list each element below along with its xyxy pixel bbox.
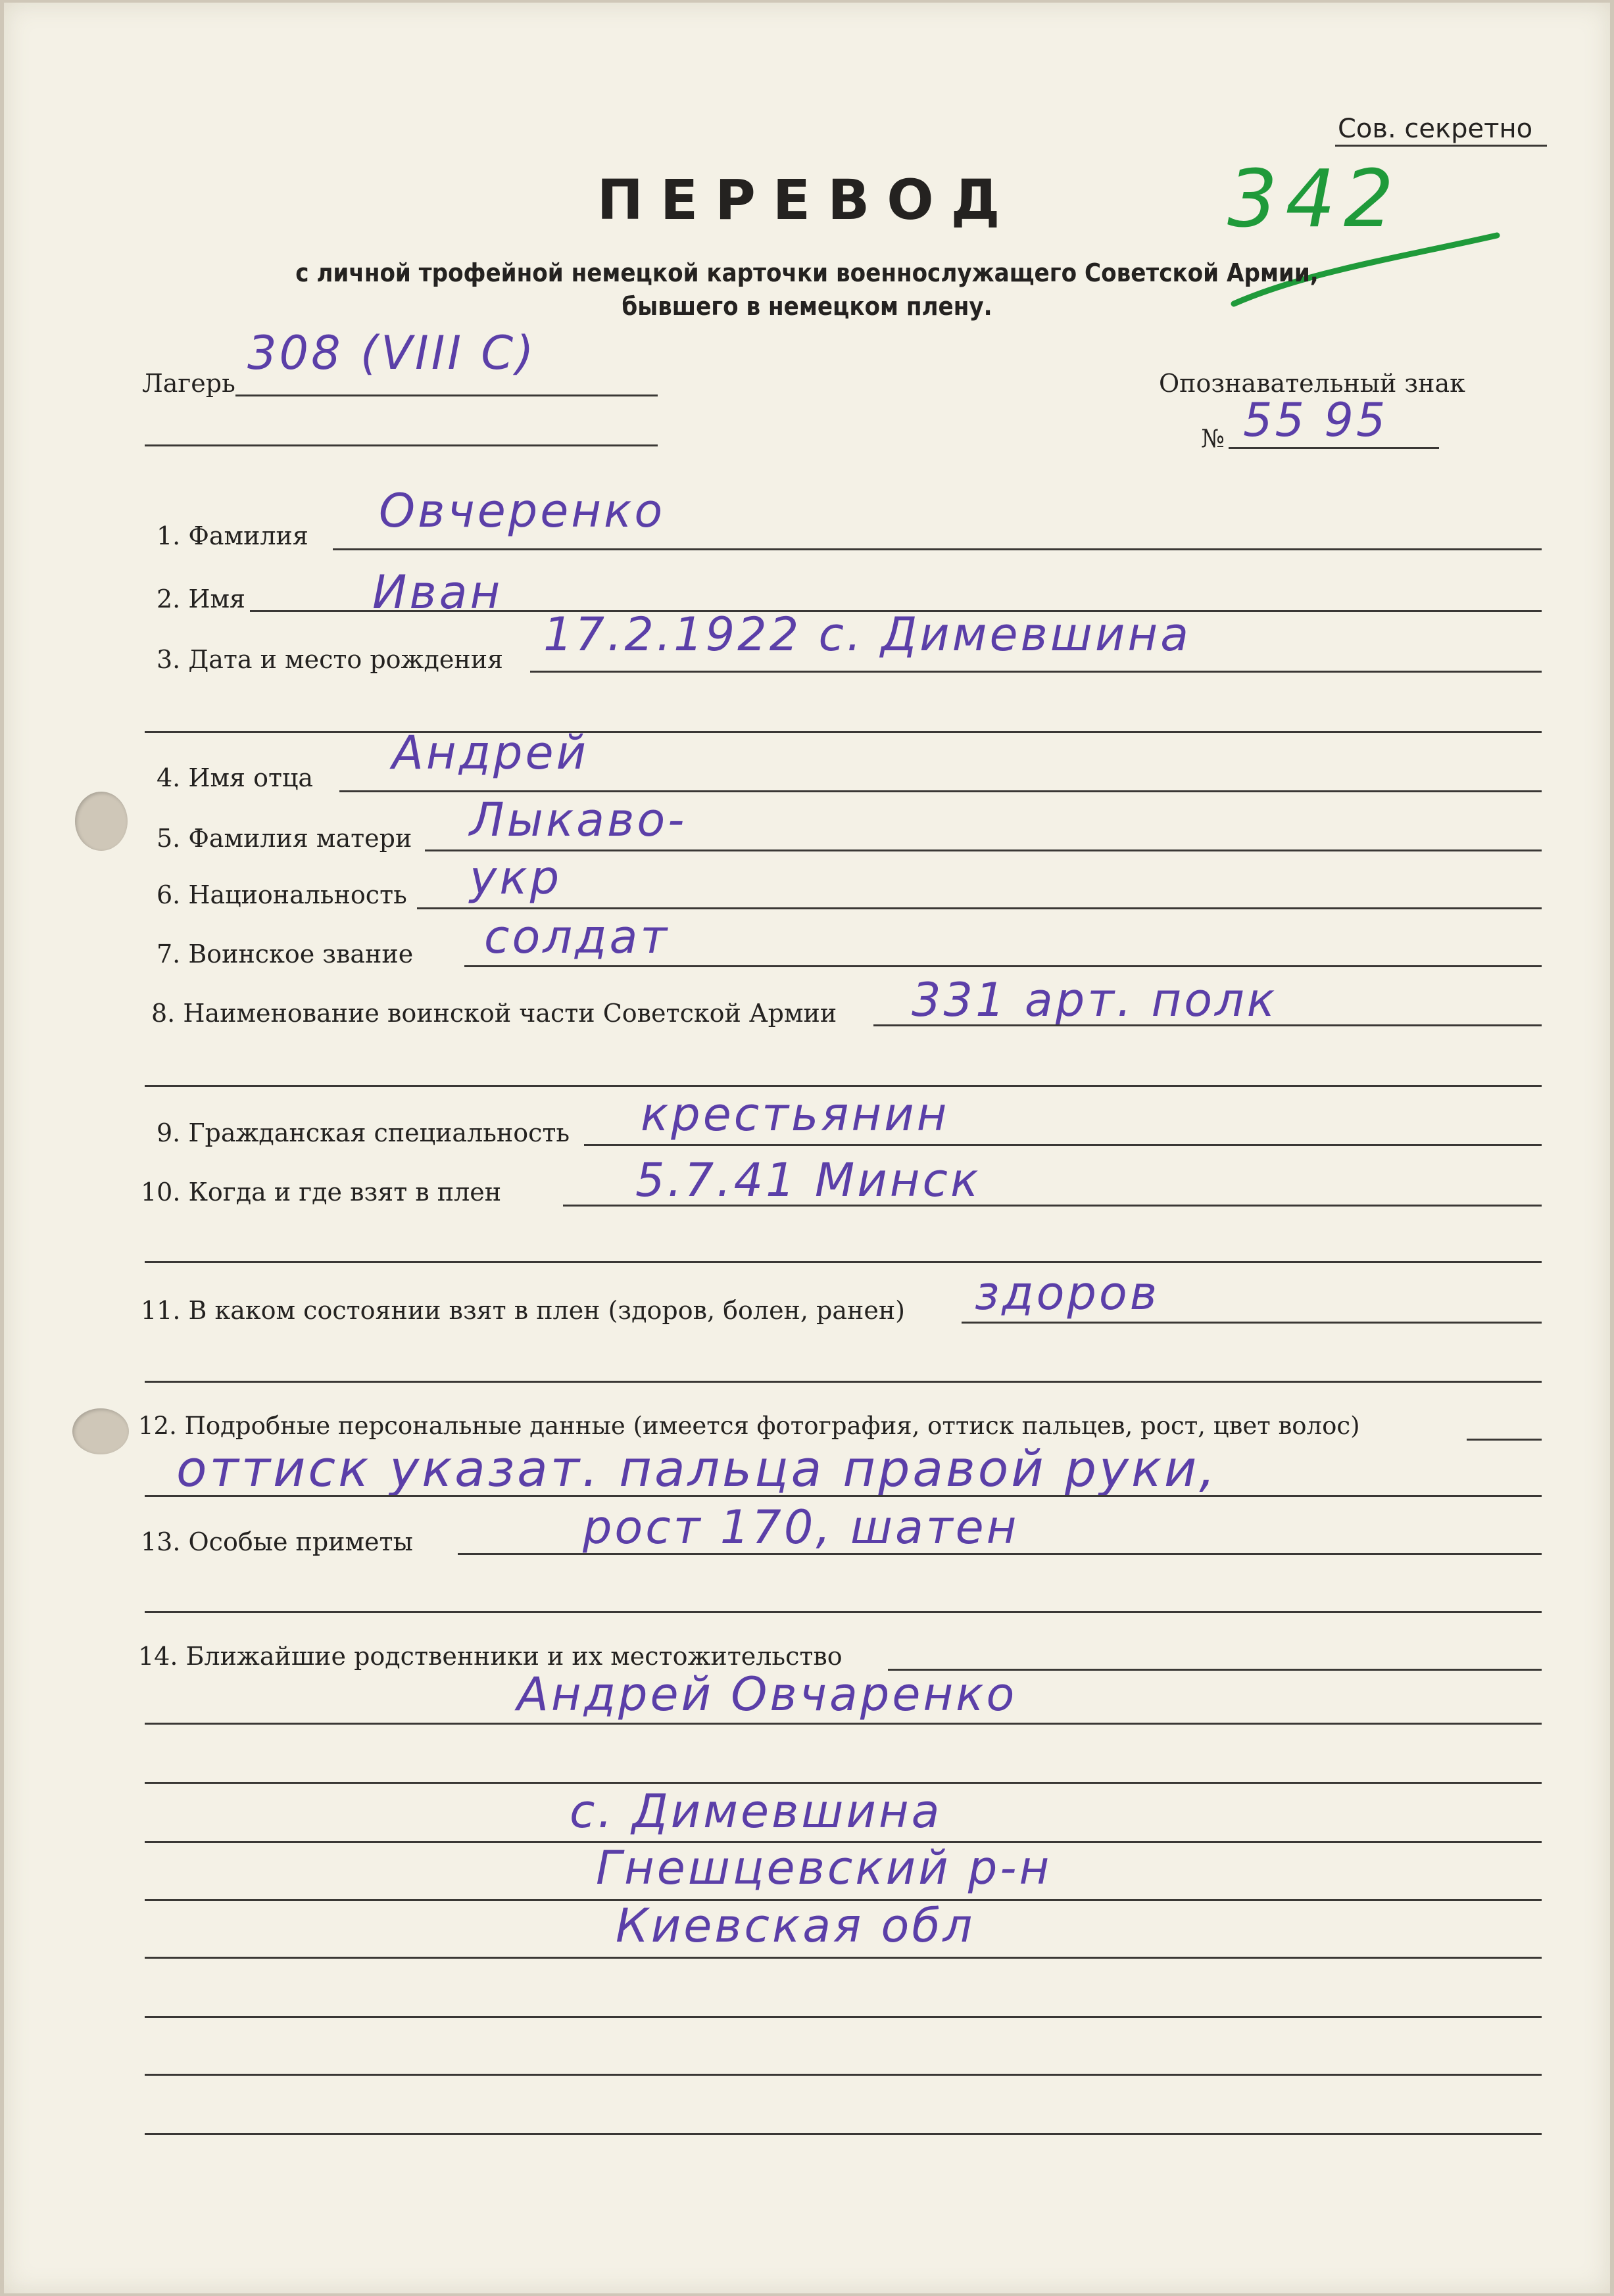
field-unit-line bbox=[873, 1024, 1542, 1026]
id-tag-label: Опознавательный знак bbox=[1159, 369, 1465, 398]
relatives-line-h bbox=[145, 2133, 1542, 2135]
relatives-line-g bbox=[145, 2074, 1542, 2076]
field-nationality-line bbox=[417, 907, 1542, 909]
field-condition-line-2 bbox=[145, 1381, 1542, 1383]
field-relatives-line-1: Андрей Овчаренко bbox=[517, 1667, 1017, 1721]
id-tag-number-sign: № bbox=[1201, 424, 1225, 453]
field-marks-line bbox=[458, 1553, 1542, 1555]
field-condition-value: здоров bbox=[975, 1266, 1160, 1320]
subtitle-line-1: с личной трофейной немецкой карточки военнослужащего Советской Армии, bbox=[295, 258, 1319, 287]
field-father-label: 4. Имя отца bbox=[157, 763, 314, 792]
field-father-value: Андрей bbox=[392, 726, 589, 780]
field-captured-line bbox=[563, 1205, 1542, 1207]
field-captured-value: 5.7.41 Минск bbox=[635, 1153, 981, 1207]
page-title: ПЕРЕВОД bbox=[597, 168, 1017, 232]
field-unit-line-2 bbox=[145, 1085, 1542, 1087]
field-condition-label: 11. В каком состоянии взят в плен (здоров, болен, ранен) bbox=[141, 1296, 905, 1325]
field-first-name-label: 2. Имя bbox=[157, 585, 246, 613]
field-mother-line bbox=[425, 849, 1542, 851]
field-surname-line bbox=[333, 548, 1542, 550]
punch-hole-top bbox=[75, 792, 128, 851]
field-profession-value: крестьянин bbox=[641, 1088, 950, 1141]
field-personal-line-2 bbox=[145, 1495, 1542, 1497]
field-relatives-line-4: Киевская обл bbox=[616, 1899, 975, 1953]
field-marks-value: рост 170, шатен bbox=[583, 1500, 1019, 1554]
field-marks-line-2 bbox=[145, 1611, 1542, 1613]
field-rank-value: солдат bbox=[484, 910, 670, 964]
field-personal-line bbox=[1467, 1439, 1542, 1441]
field-birth-line bbox=[530, 671, 1542, 673]
id-tag-value: 55 95 bbox=[1243, 393, 1388, 447]
field-mother-label: 5. Фамилия матери bbox=[157, 824, 412, 853]
field-captured-label: 10. Когда и где взят в плен bbox=[141, 1178, 502, 1207]
classification-stamp: Сов. секретно bbox=[1338, 114, 1533, 144]
archive-number: 342 bbox=[1227, 154, 1402, 245]
field-relatives-label: 14. Ближайшие родственники и их местожительство bbox=[138, 1642, 843, 1671]
relatives-line-f bbox=[145, 2016, 1542, 2018]
punch-hole-bottom bbox=[72, 1408, 129, 1454]
classification-underline bbox=[1335, 145, 1547, 147]
id-tag-line bbox=[1229, 447, 1439, 449]
subtitle-line-2: бывшего в немецком плену. bbox=[622, 292, 992, 321]
field-father-line bbox=[339, 790, 1542, 792]
field-personal-value: оттиск указат. пальца правой руки, bbox=[176, 1439, 1218, 1498]
field-condition-line bbox=[962, 1322, 1542, 1324]
camp-value: 308 (VIII C) bbox=[247, 326, 537, 380]
camp-line-2 bbox=[145, 444, 658, 446]
field-mother-value: Лыкаво- bbox=[470, 793, 687, 847]
relatives-line-b bbox=[145, 1782, 1542, 1784]
field-relatives-line-3: Гнешцевский р-н bbox=[596, 1841, 1052, 1895]
field-marks-label: 13. Особые приметы bbox=[141, 1527, 413, 1556]
field-surname-label: 1. Фамилия bbox=[157, 521, 308, 550]
camp-label: Лагерь bbox=[142, 369, 235, 398]
field-profession-label: 9. Гражданская специальность bbox=[157, 1118, 570, 1147]
relatives-line-a bbox=[145, 1723, 1542, 1725]
field-personal-label: 12. Подробные персональные данные (имеется фотография, оттиск пальцев, рост, цвет волос) bbox=[138, 1412, 1360, 1440]
field-surname-value: Овчеренко bbox=[379, 484, 666, 538]
field-rank-label: 7. Воинское звание bbox=[157, 940, 414, 969]
relatives-line-e bbox=[145, 1957, 1542, 1959]
field-first-name-value: Иван bbox=[372, 565, 503, 619]
field-unit-label: 8. Наименование воинской части Советской Армии bbox=[151, 999, 837, 1028]
field-unit-value: 331 арт. полк bbox=[912, 973, 1278, 1027]
camp-line bbox=[235, 395, 658, 396]
field-birth-label: 3. Дата и место рождения bbox=[157, 645, 504, 674]
field-nationality-value: укр bbox=[470, 851, 562, 905]
field-birth-value: 17.2.1922 с. Димевшина bbox=[543, 608, 1192, 661]
field-nationality-label: 6. Национальность bbox=[157, 880, 407, 909]
field-relatives-line-2: с. Димевшина bbox=[570, 1784, 942, 1838]
field-rank-line bbox=[464, 965, 1542, 967]
field-profession-line bbox=[584, 1144, 1542, 1146]
field-birth-line-2 bbox=[145, 731, 1542, 733]
field-captured-line-2 bbox=[145, 1261, 1542, 1263]
document-sheet bbox=[4, 3, 1610, 2293]
